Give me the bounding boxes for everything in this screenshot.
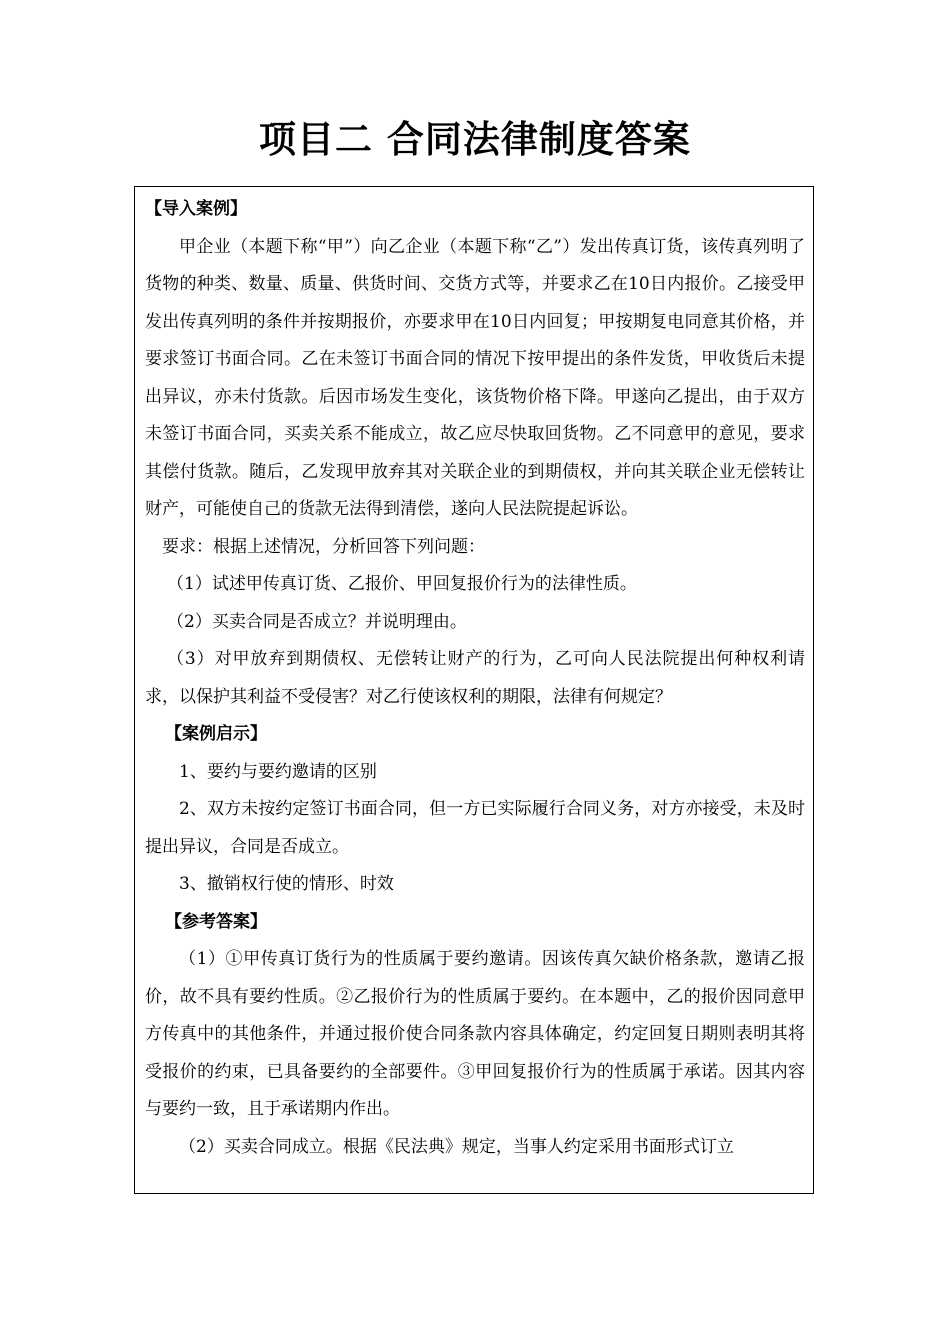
document-body bbox=[145, 191, 805, 1166]
question-3: （3）对甲放弃到期债权、无偿转让财产的行为，乙可向人民法院提出何种权利请求，以保护其利益不受侵害？对乙行使该权利的期限，法律有何规定？ bbox=[145, 649, 805, 707]
answer-heading: 【参考答案】 bbox=[165, 911, 267, 932]
answer-table-cell bbox=[134, 186, 814, 1194]
question-2: （2）买卖合同是否成立？并说明理由。 bbox=[167, 611, 467, 632]
answer-paragraph-2: （2）买卖合同成立。根据《民法典》规定，当事人约定采用书面形式订立 bbox=[179, 1136, 734, 1157]
intro-heading: 【导入案例】 bbox=[145, 199, 247, 219]
requirement-text: 要求：根据上述情况，分析回答下列问题： bbox=[162, 536, 485, 557]
page-title: 项目二 合同法律制度答案 bbox=[259, 118, 691, 161]
insight-heading: 【案例启示】 bbox=[165, 724, 267, 744]
case-text: 甲企业（本题下称“甲”）向乙企业（本题下称“乙”）发出传真订货，该传真列明了货物的种类、数量、质量、供货时间、交货方式等，并要求乙在10日内报价。乙接受甲发出传真列明的条件并按期报价，亦要求甲在10日内回复；甲按期复电同意其价格，并要求签订书面合同。乙在未签订书面合同的情况下按甲提出的条件发货，甲收货后未提出异议，亦未付货款。后因市场发生变化，该货物价格下降。甲遂向乙提出，由于双方未签订书面合同，买卖关系不能成立，故乙应尽快取回货物。乙不同意甲的意见，要求其偿付货款。随后，乙发现甲放弃其对关联企业的到期债权，并向其关联企业无偿转让财产，可能使自己的货款无法得到清偿，遂向人民法院提起诉讼。 bbox=[145, 236, 805, 519]
answer-paragraph-1: （1）①甲传真订货行为的性质属于要约邀请。因该传真欠缺价格条款，邀请乙报价，故不具有要约性质。②乙报价行为的性质属于要约。在本题中，乙的报价因同意甲方传真中的其他条件，并通过报价使合同条款内容具体确定，约定回复日期则表明其将受报价的约束，已具备要约的全部要件。③甲回复报价行为的性质属于承诺。因其内容与要约一致，且于承诺期内作出。 bbox=[145, 949, 805, 1119]
insight-point-1: 1、要约与要约邀请的区别 bbox=[179, 761, 377, 782]
insight-point-2: 2、双方未按约定签订书面合同，但一方已实际履行合同义务，对方亦接受，未及时提出异议，合同是否成立。 bbox=[145, 799, 805, 857]
question-1: （1）试述甲传真订货、乙报价、甲回复报价行为的法律性质。 bbox=[167, 574, 637, 594]
insight-point-3: 3、撤销权行使的情形、时效 bbox=[179, 874, 394, 894]
